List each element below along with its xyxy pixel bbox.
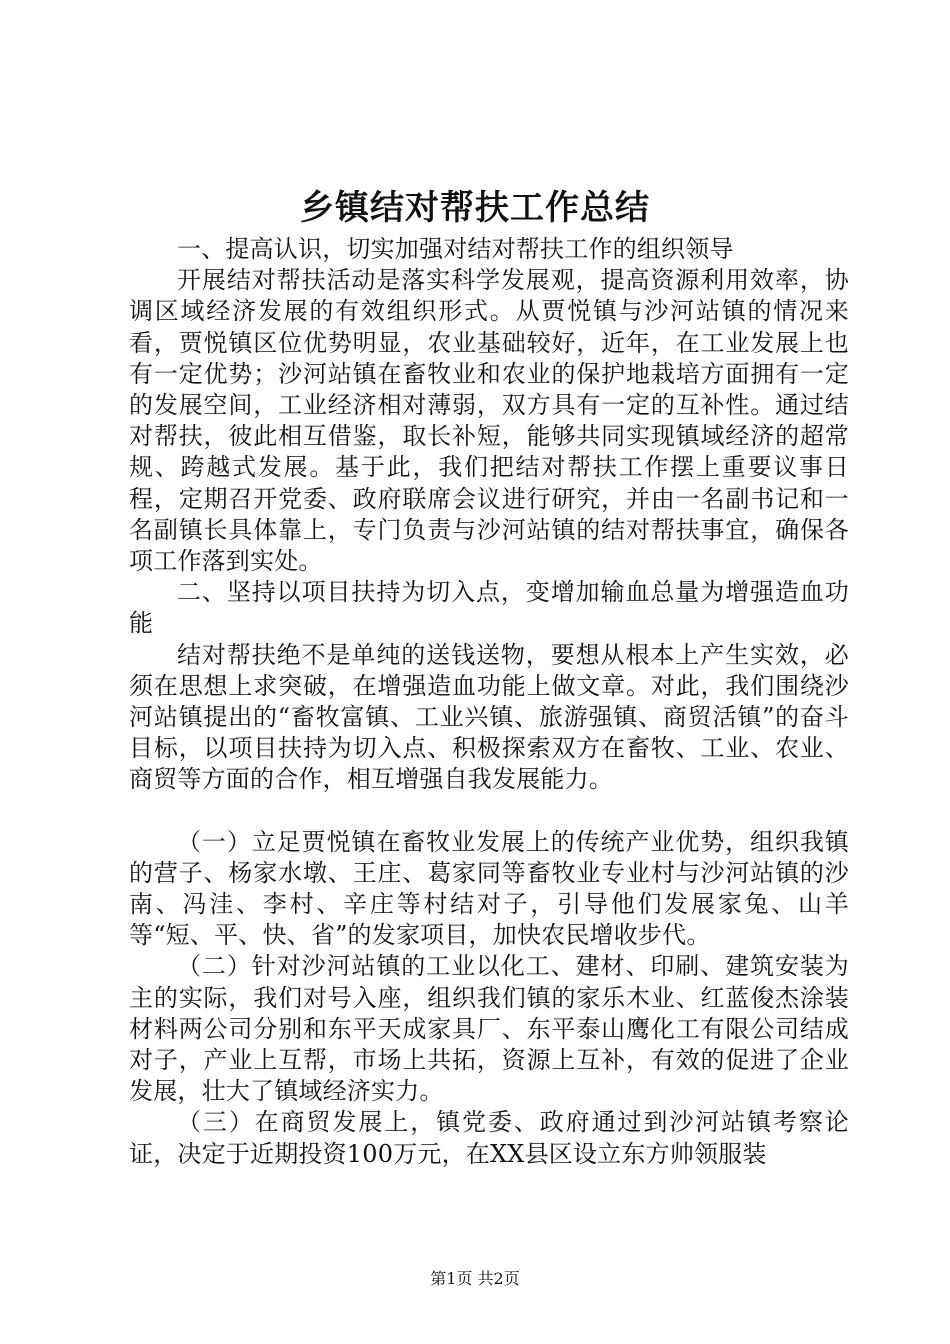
section-heading-1: 一、提高认识，切实加强对结对帮扶工作的组织领导 <box>177 235 734 263</box>
sub-item-2: （二）针对沙河站镇的工业以化工、建材、印刷、建筑安装为主的实际，我们对号入座，组织我们镇的家乐木业、红蓝俊杰涂装材料两公司分别和东平天成家具厂、东平泰山鹰化工有限公司结成对子，产业上互帮，市场上共拓，资源上互补，有效的促进了企业发展，壮大了镇域经济实力。 <box>129 952 849 1106</box>
sub-item-1: （一）立足贾悦镇在畜牧业发展上的传统产业优势，组织我镇的营子、杨家水墩、王庄、葛家同等畜牧业专业村与沙河站镇的沙南、冯洼、李村、辛庄等村结对子，引导他们发展家兔、山羊等“短、平、快、省”的发家项目，加快农民增收步代。 <box>129 827 849 950</box>
body-paragraph: 结对帮扶绝不是单纯的送钱送物，要想从根本上产生实效，必须在思想上求突破，在增强造血功能上做文章。对此，我们围绕沙河站镇提出的“畜牧富镇、工业兴镇、旅游强镇、商贸活镇”的奋斗目标，以项目扶持为切入点、积极探索双方在畜牧、工业、农业、商贸等方面的合作，相互增强自我发展能力。 <box>129 640 849 794</box>
document-title: 乡镇结对帮扶工作总结 <box>300 188 650 228</box>
page-number-footer: 第1页 共2页 <box>430 1269 520 1288</box>
document-body <box>129 234 849 1170</box>
paragraph-spacer <box>129 796 849 827</box>
body-paragraph: 开展结对帮扶活动是落实科学发展观，提高资源利用效率，协调区域经济发展的有效组织形式。从贾悦镇与沙河站镇的情况来看，贾悦镇区位优势明显，农业基础较好，近年，在工业发展上也有一定优势；沙河站镇在畜牧业和农业的保护地栽培方面拥有一定的发展空间，工业经济相对薄弱，双方具有一定的互补性。通过结对帮扶，彼此相互借鉴，取长补短，能够共同实现镇域经济的超常规、跨越式发展。基于此，我们把结对帮扶工作摆上重要议事日程，定期召开党委、政府联席会议进行研究，并由一名副书记和一名副镇长具体靠上，专门负责与沙河站镇的结对帮扶事宜，确保各项工作落到实处。 <box>129 266 849 576</box>
sub-item-3: （三）在商贸发展上，镇党委、政府通过到沙河站镇考察论证，决定于近期投资100万元，在XX县区设立东方帅领服装 <box>129 1108 849 1168</box>
section-heading-2: 二、坚持以项目扶持为切入点，变增加输血总量为增强造血功能 <box>129 578 849 638</box>
